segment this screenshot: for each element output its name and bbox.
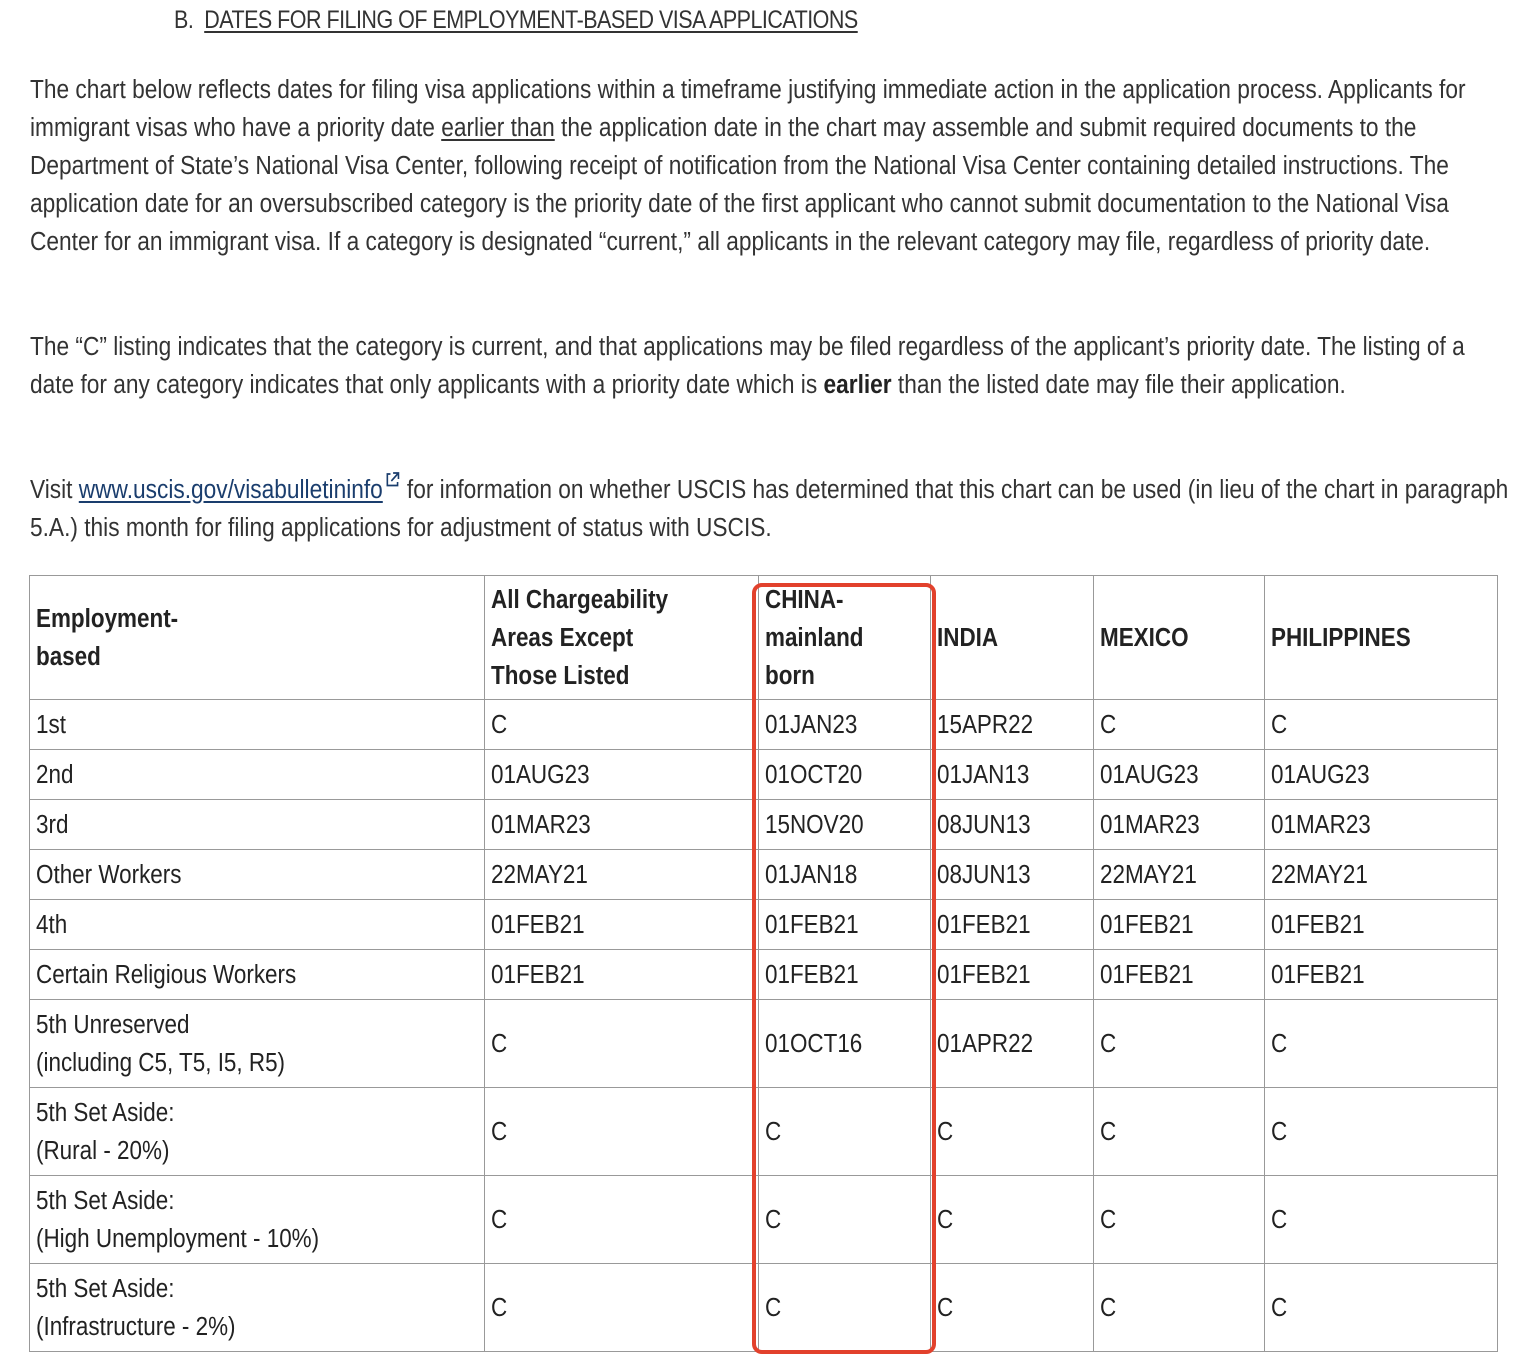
uscis-visa-bulletin-link[interactable]: www.uscis.gov/visabulletininfo [78, 476, 383, 504]
cell-mexico [1094, 700, 1265, 750]
cell-all-chargeability-text: 01MAR23 [491, 810, 591, 839]
cell-india-text: 01FEB21 [937, 960, 1031, 989]
header-china-text: born [765, 661, 815, 690]
cell-philippines [1265, 950, 1498, 1000]
header-all-chargeability-text: Those Listed [491, 661, 630, 690]
header-mexico-text: MEXICO [1100, 623, 1189, 652]
table-row [30, 1176, 1498, 1264]
cell-india [931, 1176, 1094, 1264]
section-letter: B. [174, 6, 194, 34]
cell-philippines-text: C [1271, 1293, 1288, 1322]
cell-all-chargeability-text: C [491, 1205, 508, 1234]
row-label [30, 750, 485, 800]
p3-text-b: for information on whether USCIS has determined that this chart can be used (in lieu of the chart in paragraph 5.A.) this month for filing applications for adjustment of status with USCIS. [30, 476, 1509, 542]
row-label-text: Other Workers [36, 860, 182, 889]
cell-india-text: 01APR22 [937, 1029, 1034, 1058]
cell-china [759, 850, 931, 900]
header-all-chargeability-text: Areas Except [491, 623, 634, 652]
cell-all-chargeability-text: C [491, 1117, 508, 1146]
header-china-text: CHINA- [765, 585, 844, 614]
cell-india [931, 900, 1094, 950]
cell-india [931, 1264, 1094, 1352]
row-label [30, 1088, 485, 1176]
row-label-text: 4th [36, 910, 68, 939]
cell-china [759, 1176, 931, 1264]
row-label-text: (Infrastructure - 2%) [36, 1312, 236, 1341]
cell-china [759, 800, 931, 850]
cell-india [931, 750, 1094, 800]
p2-text-b: than the listed date may file their application. [891, 371, 1346, 399]
cell-mexico [1094, 1176, 1265, 1264]
table-row [30, 900, 1498, 950]
intro-paragraph-2 [30, 328, 1512, 404]
cell-mexico [1094, 1088, 1265, 1176]
cell-china [759, 1088, 931, 1176]
cell-philippines-text: 22MAY21 [1271, 860, 1368, 889]
cell-india [931, 800, 1094, 850]
table-row [30, 1088, 1498, 1176]
intro-paragraph-3 [30, 471, 1512, 547]
row-label [30, 950, 485, 1000]
cell-china [759, 750, 931, 800]
cell-all-chargeability [485, 1088, 759, 1176]
header-philippines [1265, 576, 1498, 700]
header-category [30, 576, 485, 700]
cell-philippines [1265, 1088, 1498, 1176]
cell-china-text: 01JAN18 [765, 860, 858, 889]
cell-mexico [1094, 800, 1265, 850]
cell-philippines-text: 01AUG23 [1271, 760, 1370, 789]
cell-philippines-text: 01FEB21 [1271, 960, 1365, 989]
cell-all-chargeability [485, 800, 759, 850]
cell-philippines [1265, 800, 1498, 850]
cell-all-chargeability [485, 1000, 759, 1088]
cell-india [931, 1000, 1094, 1088]
table-row [30, 1000, 1498, 1088]
cell-all-chargeability [485, 700, 759, 750]
cell-mexico-text: 01FEB21 [1100, 960, 1194, 989]
p1-text-a: The chart below reflects dates for filing visa applications within a timeframe justifying immediate action in the application process. Applicants for immigrant visas who have a priority date [30, 76, 1466, 142]
cell-india-text: 08JUN13 [937, 810, 1031, 839]
cell-india [931, 1088, 1094, 1176]
row-label [30, 1000, 485, 1088]
cell-mexico-text: 01AUG23 [1100, 760, 1199, 789]
cell-all-chargeability-text: 01FEB21 [491, 960, 585, 989]
p2-bold-word: earlier [823, 371, 892, 399]
cell-all-chargeability [485, 950, 759, 1000]
cell-philippines [1265, 850, 1498, 900]
cell-india [931, 850, 1094, 900]
cell-china-text: 01FEB21 [765, 960, 859, 989]
header-all-chargeability-text: All Chargeability [491, 585, 669, 614]
cell-china [759, 900, 931, 950]
cell-india-text: 01FEB21 [937, 910, 1031, 939]
cell-philippines-text: C [1271, 1205, 1288, 1234]
header-category-text: based [36, 642, 101, 671]
cell-china-text: 01OCT16 [765, 1029, 863, 1058]
row-label-text: 2nd [36, 760, 74, 789]
cell-china [759, 700, 931, 750]
row-label [30, 1264, 485, 1352]
cell-all-chargeability-text: C [491, 710, 508, 739]
p3-text-a: Visit [30, 476, 79, 504]
row-label [30, 800, 485, 850]
row-label-text: 1st [36, 710, 66, 739]
cell-mexico [1094, 750, 1265, 800]
header-china [759, 576, 931, 700]
row-label-text: (including C5, T5, I5, R5) [36, 1048, 286, 1077]
row-label-text: 5th Set Aside: [36, 1274, 175, 1303]
table-row [30, 800, 1498, 850]
cell-all-chargeability [485, 900, 759, 950]
cell-mexico-text: C [1100, 1205, 1117, 1234]
cell-philippines-text: 01FEB21 [1271, 910, 1365, 939]
cell-all-chargeability [485, 850, 759, 900]
row-label-text: Certain Religious Workers [36, 960, 297, 989]
p1-underlined-phrase: earlier than [441, 114, 555, 142]
header-china-text: mainland [765, 623, 864, 652]
row-label [30, 1176, 485, 1264]
cell-philippines [1265, 1000, 1498, 1088]
cell-all-chargeability-text: 01FEB21 [491, 910, 585, 939]
cell-mexico-text: C [1100, 710, 1117, 739]
row-label-text: 5th Set Aside: [36, 1186, 175, 1215]
cell-china-text: C [765, 1293, 782, 1322]
cell-india-text: 01JAN13 [937, 760, 1030, 789]
cell-china-text: C [765, 1205, 782, 1234]
row-label [30, 850, 485, 900]
cell-philippines-text: C [1271, 710, 1288, 739]
header-india-text: INDIA [937, 623, 999, 652]
cell-philippines [1265, 1176, 1498, 1264]
cell-china [759, 1264, 931, 1352]
row-label [30, 900, 485, 950]
cell-india-text: 15APR22 [937, 710, 1034, 739]
cell-mexico [1094, 1264, 1265, 1352]
cell-mexico [1094, 1000, 1265, 1088]
row-label-text: 3rd [36, 810, 69, 839]
cell-philippines-text: C [1271, 1117, 1288, 1146]
cell-all-chargeability [485, 1264, 759, 1352]
header-all-chargeability [485, 576, 759, 700]
section-heading [174, 6, 858, 35]
cell-china-text: 01FEB21 [765, 910, 859, 939]
cell-china [759, 950, 931, 1000]
header-philippines-text: PHILIPPINES [1271, 623, 1411, 652]
row-label-text: 5th Set Aside: [36, 1098, 175, 1127]
table-header-row [30, 576, 1498, 700]
cell-mexico-text: 01FEB21 [1100, 910, 1194, 939]
table-row [30, 950, 1498, 1000]
row-label-text: (Rural - 20%) [36, 1136, 170, 1165]
header-india [931, 576, 1094, 700]
cell-india [931, 950, 1094, 1000]
cell-all-chargeability-text: 01AUG23 [491, 760, 590, 789]
cell-philippines-text: 01MAR23 [1271, 810, 1371, 839]
external-link-icon[interactable] [385, 471, 401, 489]
cell-china-text: 15NOV20 [765, 810, 864, 839]
p2-text-a: The “C” listing indicates that the category is current, and that applications may be filed regardless of the applicant’s priority date. The listing of a date for any category indicates that only applicants with a priority date which is [30, 333, 1465, 399]
cell-mexico-text: 22MAY21 [1100, 860, 1197, 889]
cell-china-text: C [765, 1117, 782, 1146]
p1-text-b: the application date in the chart may assemble and submit required documents to the Department of State’s National Visa Center, following receipt of notification from the National Visa Center containing detailed instructions. The application date for an oversubscribed category is the priority date of the first applicant who cannot submit documentation to the National Visa Center for an immigrant visa. If a category is designated “current,” all applicants in the relevant category may file, regardless of priority date. [30, 114, 1449, 256]
cell-all-chargeability-text: C [491, 1293, 508, 1322]
cell-mexico [1094, 900, 1265, 950]
cell-china [759, 1000, 931, 1088]
cell-china-text: 01JAN23 [765, 710, 858, 739]
cell-india-text: C [937, 1293, 954, 1322]
cell-philippines [1265, 750, 1498, 800]
cell-mexico [1094, 950, 1265, 1000]
cell-mexico-text: 01MAR23 [1100, 810, 1200, 839]
cell-all-chargeability [485, 750, 759, 800]
cell-mexico [1094, 850, 1265, 900]
row-label-text: (High Unemployment - 10%) [36, 1224, 320, 1253]
cell-philippines-text: C [1271, 1029, 1288, 1058]
cell-all-chargeability-text: 22MAY21 [491, 860, 588, 889]
cell-india-text: C [937, 1205, 954, 1234]
header-category-text: Employment- [36, 604, 179, 633]
cell-china-text: 01OCT20 [765, 760, 863, 789]
cell-all-chargeability-text: C [491, 1029, 508, 1058]
cell-india [931, 700, 1094, 750]
section-title: DATES FOR FILING OF EMPLOYMENT-BASED VISA APPLICATIONS [204, 6, 858, 34]
cell-philippines [1265, 1264, 1498, 1352]
cell-mexico-text: C [1100, 1117, 1117, 1146]
cell-all-chargeability [485, 1176, 759, 1264]
cell-mexico-text: C [1100, 1029, 1117, 1058]
row-label [30, 700, 485, 750]
table-row [30, 850, 1498, 900]
header-mexico [1094, 576, 1265, 700]
cell-mexico-text: C [1100, 1293, 1117, 1322]
intro-paragraph-1 [30, 71, 1512, 261]
table-row [30, 750, 1498, 800]
employment-dates-table [29, 575, 1498, 1352]
cell-india-text: 08JUN13 [937, 860, 1031, 889]
cell-philippines [1265, 700, 1498, 750]
table-row [30, 1264, 1498, 1352]
row-label-text: 5th Unreserved [36, 1010, 190, 1039]
cell-india-text: C [937, 1117, 954, 1146]
cell-philippines [1265, 900, 1498, 950]
table-row [30, 700, 1498, 750]
